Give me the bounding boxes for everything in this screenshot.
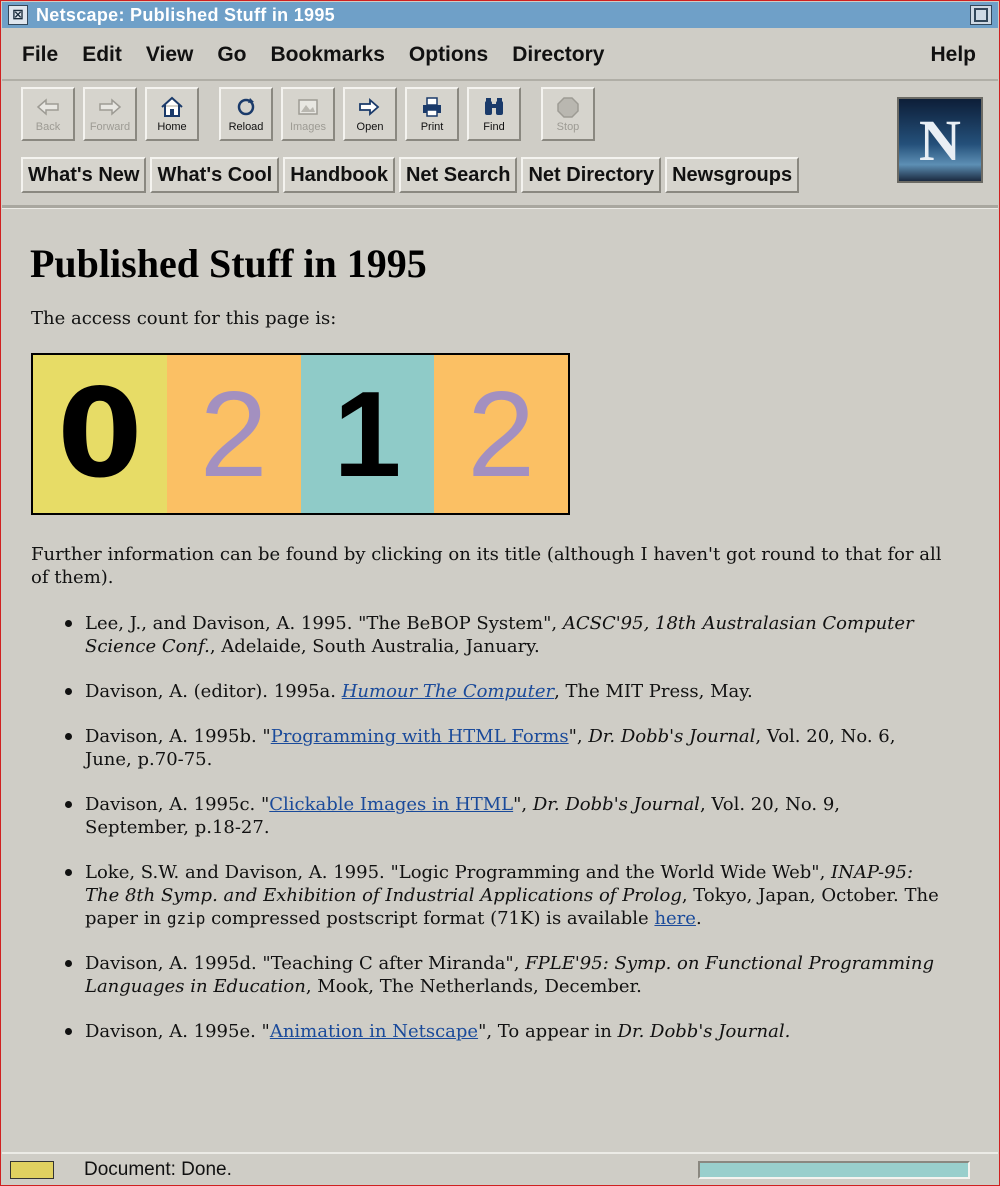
publication-text: . <box>695 908 702 929</box>
menu-go[interactable]: Go <box>217 43 247 66</box>
page-title: Published Stuff in 1995 <box>30 241 427 286</box>
print-button[interactable] <box>405 87 459 141</box>
publication-text: ", <box>513 794 533 815</box>
menu-options[interactable]: Options <box>408 43 489 66</box>
menu-file[interactable]: File <box>22 43 59 66</box>
images-label: Images <box>289 120 327 133</box>
back-button[interactable] <box>21 87 75 141</box>
reload-button[interactable] <box>219 87 273 141</box>
open-button[interactable] <box>343 87 397 141</box>
home-button[interactable] <box>145 87 199 141</box>
publication-text: Loke, S.W. and Davison, A. 1995. "Logic Programming and the World Wide Web", <box>85 862 832 883</box>
publication-text: Davison, A. 1995b. " <box>85 726 271 747</box>
stop-icon <box>556 96 580 118</box>
publication-text: , Vol. 20, No. 9, September, p.18-27. <box>85 794 840 838</box>
publication-item <box>85 612 945 658</box>
directory-buttons-bar <box>21 157 803 195</box>
publication-link[interactable]: Clickable Images in HTML <box>269 794 514 815</box>
toolbar-gap <box>207 87 219 147</box>
publication-text: Davison, A. 1995d. "Teaching C after Miranda", <box>85 953 526 974</box>
publication-link[interactable]: here <box>654 908 696 929</box>
whats-new-button[interactable]: What's New <box>21 157 146 193</box>
publication-venue: ACSC'95, 18th Australasian Computer Science Conf. <box>85 613 914 657</box>
net-search-button[interactable]: Net Search <box>399 157 518 193</box>
toolbar-gap <box>529 87 541 147</box>
maximize-icon <box>974 8 988 22</box>
images-icon <box>296 96 320 118</box>
stop-label: Stop <box>556 120 580 133</box>
content-separator <box>2 205 998 209</box>
open-label: Open <box>356 120 384 133</box>
publication-text: , Mook, The Netherlands, December. <box>305 976 642 997</box>
menu-edit[interactable]: Edit <box>82 43 122 66</box>
forward-button[interactable] <box>83 87 137 141</box>
menu-view[interactable]: View <box>145 43 194 66</box>
counter-digit: 0 <box>33 355 167 513</box>
print-label: Print <box>420 120 444 133</box>
netscape-logo-icon[interactable] <box>897 97 983 183</box>
net-directory-button[interactable]: Net Directory <box>521 157 661 193</box>
window-menu-icon[interactable]: ⊠ <box>8 5 28 25</box>
publication-item <box>85 1020 945 1043</box>
publication-text: compressed postscript format (71K) is available <box>205 908 655 929</box>
menu-help[interactable]: Help <box>930 43 976 66</box>
logo-letter: N <box>919 108 961 173</box>
publication-text: , Tokyo, Japan, October. The paper in <box>85 885 939 929</box>
handbook-button[interactable]: Handbook <box>283 157 395 193</box>
open-icon <box>358 96 382 118</box>
publication-text: Davison, A. (editor). 1995a. <box>85 681 342 702</box>
publication-text: , Vol. 20, No. 6, June, p.70-75. <box>85 726 896 770</box>
menu-bar <box>2 31 998 81</box>
publication-code: gzip <box>166 909 206 928</box>
back-arrow-icon <box>36 96 60 118</box>
printer-icon <box>420 96 444 118</box>
publication-link[interactable]: Animation in Netscape <box>269 1021 479 1042</box>
publication-venue: Dr. Dobb's Journal <box>532 794 700 815</box>
stop-button[interactable] <box>541 87 595 141</box>
page-content <box>2 210 998 1152</box>
progress-bar <box>698 1161 970 1179</box>
publication-text: ", To appear in <box>478 1021 618 1042</box>
menu-bookmarks[interactable]: Bookmarks <box>270 43 385 66</box>
find-button[interactable] <box>467 87 521 141</box>
publication-text: ", <box>568 726 589 747</box>
publication-text: Davison, A. 1995c. " <box>85 794 270 815</box>
publication-link[interactable]: Humour The Computer <box>341 681 555 702</box>
publication-item <box>85 793 945 839</box>
newsgroups-button[interactable]: Newsgroups <box>665 157 799 193</box>
maximize-button[interactable] <box>970 5 992 25</box>
window-title: Netscape: Published Stuff in 1995 <box>36 4 335 25</box>
security-key-icon[interactable] <box>10 1161 54 1179</box>
publication-item <box>85 725 945 771</box>
find-label: Find <box>483 120 505 133</box>
publication-venue: Dr. Dobb's Journal. <box>617 1021 791 1042</box>
publication-venue: Dr. Dobb's Journal <box>588 726 756 747</box>
publication-venue: FPLE'95: Symp. on Functional Programming Languages in Education <box>85 953 934 997</box>
reload-icon <box>234 96 258 118</box>
forward-arrow-icon <box>98 96 122 118</box>
publication-item <box>85 861 945 930</box>
access-count-text: The access count for this page is: <box>31 308 337 329</box>
images-button[interactable] <box>281 87 335 141</box>
publication-link[interactable]: Programming with HTML Forms <box>270 726 569 747</box>
back-label: Back <box>35 120 61 133</box>
status-text: Document: Done. <box>84 1159 232 1180</box>
navigation-toolbar <box>21 87 603 147</box>
publication-text: , The MIT Press, May. <box>554 681 753 702</box>
reload-label: Reload <box>228 120 264 133</box>
forward-label: Forward <box>89 120 131 133</box>
menu-directory[interactable]: Directory <box>512 43 605 66</box>
binoculars-icon <box>482 96 506 118</box>
home-label: Home <box>157 120 187 133</box>
publication-text: Lee, J., and Davison, A. 1995. "The BeBOP System", <box>85 613 563 634</box>
home-icon <box>160 96 184 118</box>
counter-digit: 2 <box>167 355 301 513</box>
publication-list <box>85 612 945 1065</box>
access-counter <box>31 353 570 515</box>
status-bar <box>2 1152 998 1186</box>
publication-item <box>85 952 945 998</box>
publication-item <box>85 680 945 703</box>
title-bar[interactable] <box>2 2 998 28</box>
publication-text: , Adelaide, South Australia, January. <box>209 636 540 657</box>
info-paragraph: Further information can be found by clicking on its title (although I haven't got round to that for all of them). <box>31 544 942 588</box>
publication-text: Davison, A. 1995e. " <box>85 1021 270 1042</box>
publication-venue: INAP-95: The 8th Symp. and Exhibition of Industrial Applications of Prolog <box>85 862 914 906</box>
counter-digit: 2 <box>434 355 568 513</box>
counter-digit: 1 <box>301 355 435 513</box>
whats-cool-button[interactable]: What's Cool <box>150 157 279 193</box>
